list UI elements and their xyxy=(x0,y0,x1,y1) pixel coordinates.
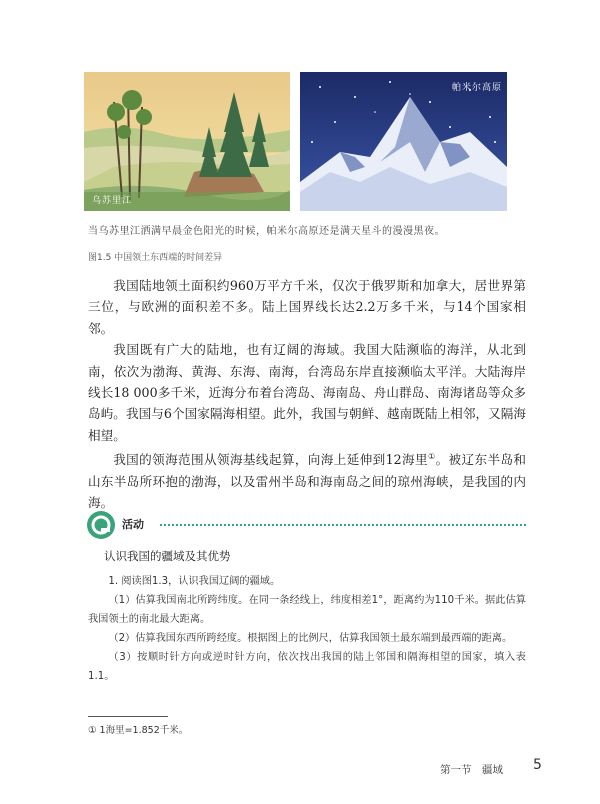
activity-header xyxy=(86,510,526,540)
paragraph-3 xyxy=(88,446,526,513)
footer-section-title: 第一节 疆域 xyxy=(440,764,503,776)
main-body-text xyxy=(88,275,526,514)
left-image-label: 乌苏里江 xyxy=(92,196,133,206)
page-number: 5 xyxy=(533,757,542,773)
activity-item-1: 1. 阅读图1.3，认识我国辽阔的疆域。 xyxy=(108,576,281,587)
activity-item-1a: （1）估算我国南北所跨纬度。在同一条经线上，纬度相差1°，距离约为110千米。据此估算我国领土的南北最大距离。 xyxy=(88,595,526,625)
footnote: ① 1海里=1.852千米。 xyxy=(88,725,189,736)
activity-title: 认识我国的疆域及其优势 xyxy=(104,549,231,563)
activity-divider xyxy=(160,524,526,526)
activity-body xyxy=(88,572,526,686)
footnote-marker: ① xyxy=(428,452,436,462)
figure-caption: 当乌苏里江洒满早晨金色阳光的时候，帕米尔高原还是满天星斗的漫漫黑夜。 xyxy=(88,226,445,237)
right-image-label: 帕米尔高原 xyxy=(452,83,503,93)
activity-item-1b: （2）估算我国东西所跨经度。根据图上的比例尺，估算我国领土最东端到最西端的距离。 xyxy=(108,633,513,644)
paragraph-2: 我国既有广大的陆地，也有辽阔的海域。我国大陆濒临的海洋，从北到南，依次为渤海、黄海、东海、南海，台湾岛东岸直接濒临太平洋。大陆海岸线长18 000多千米，近海分布着台湾岛、海南岛、舟山群岛、南海诸岛等众多岛屿。我国与6个国家隔海相望。此外，我国与朝鲜、越南既陆上相邻，又隔海相望。 xyxy=(88,342,526,443)
activity-icon xyxy=(86,510,116,540)
paragraph-3-part-b: 。被辽东半岛和山东半岛所环抱的渤海，以及雷州半岛和海南岛之间的琼州海峡，是我国的内海。 xyxy=(88,452,527,511)
figure-title: 图1.5 中国领土东西端的时间差异 xyxy=(88,253,223,263)
activity-item-1c: （3）按顺时针方向或逆时针方向，依次找出我国的陆上邻国和隔海相望的国家，填入表1.1。 xyxy=(88,652,526,682)
wusuli-river-illustration xyxy=(84,72,290,211)
paragraph-1: 我国陆地领土面积约960万平方千米，仅次于俄罗斯和加拿大，居世界第三位，与欧洲的面积差不多。陆上国界线长达2.2万多千米，与14个国家相邻。 xyxy=(88,278,526,336)
paragraph-3-part-a: 我国的领海范围从领海基线起算，向海上延伸到12海里 xyxy=(113,452,429,468)
activity-label: 活动 xyxy=(122,518,144,531)
footnote-divider xyxy=(88,716,168,717)
